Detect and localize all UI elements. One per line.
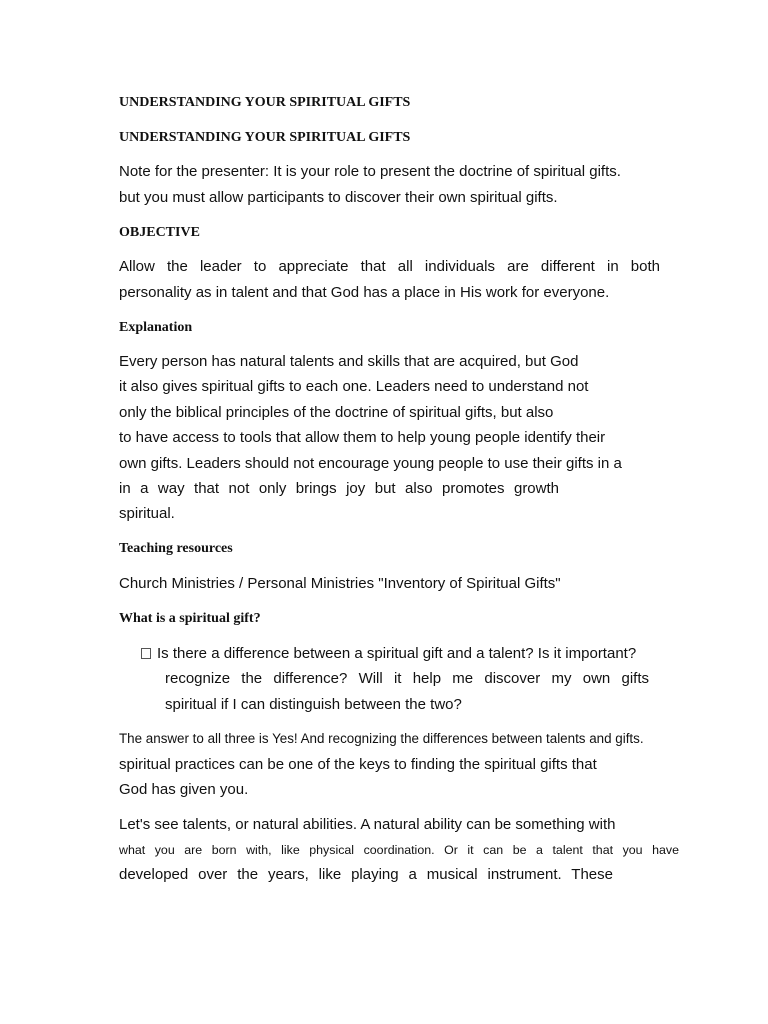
presenter-note-line: but you must allow participants to discover their own spiritual gifts. [119, 189, 558, 206]
bullet-line: Is there a difference between a spiritual gift and a talent? Is it important? [157, 645, 637, 662]
explanation-line: only the biblical principles of the doctrine of spiritual gifts, but also [119, 404, 554, 421]
resources-text: Church Ministries / Personal Ministries "Inventory of Spiritual Gifts" [119, 575, 561, 592]
presenter-note-line: Note for the presenter: It is your role to present the doctrine of spiritual gifts. [119, 163, 621, 180]
answer-line: The answer to all three is Yes! And recognizing the differences between talents and gifts. [119, 731, 644, 746]
bullet-box-icon [141, 648, 151, 659]
explanation-line: in a way that not only brings joy but also promotes growth [119, 480, 559, 497]
explanation-line: Every person has natural talents and skills that are acquired, but God [119, 353, 579, 370]
talents-line: Let's see talents, or natural abilities. A natural ability can be something with [119, 816, 616, 833]
explanation-line: spiritual. [119, 505, 175, 522]
document-subtitle: UNDERSTANDING YOUR SPIRITUAL GIFTS [119, 130, 411, 145]
question-heading: What is a spiritual gift? [119, 611, 261, 626]
bullet-item [141, 645, 636, 663]
bullet-line: recognize the difference? Will it help me discover my own gifts [165, 670, 649, 687]
objective-line: personality as in talent and that God has a place in His work for everyone. [119, 284, 610, 301]
resources-heading: Teaching resources [119, 541, 233, 556]
document-title: UNDERSTANDING YOUR SPIRITUAL GIFTS [119, 95, 411, 110]
explanation-line: it also gives spiritual gifts to each one. Leaders need to understand not [119, 378, 589, 395]
objective-heading: OBJECTIVE [119, 225, 200, 240]
bullet-line: spiritual if I can distinguish between the two? [165, 696, 462, 713]
answer-line: God has given you. [119, 781, 249, 798]
answer-line: spiritual practices can be one of the keys to finding the spiritual gifts that [119, 756, 597, 773]
explanation-line: to have access to tools that allow them to help young people identify their [119, 429, 606, 446]
objective-line: Allow the leader to appreciate that all individuals are different in both [119, 258, 660, 275]
explanation-heading: Explanation [119, 320, 193, 335]
explanation-line: own gifts. Leaders should not encourage young people to use their gifts in a [119, 455, 622, 472]
talents-line: what you are born with, like physical coordination. Or it can be a talent that you have [119, 843, 679, 857]
talents-line: developed over the years, like playing a musical instrument. These [119, 866, 613, 883]
